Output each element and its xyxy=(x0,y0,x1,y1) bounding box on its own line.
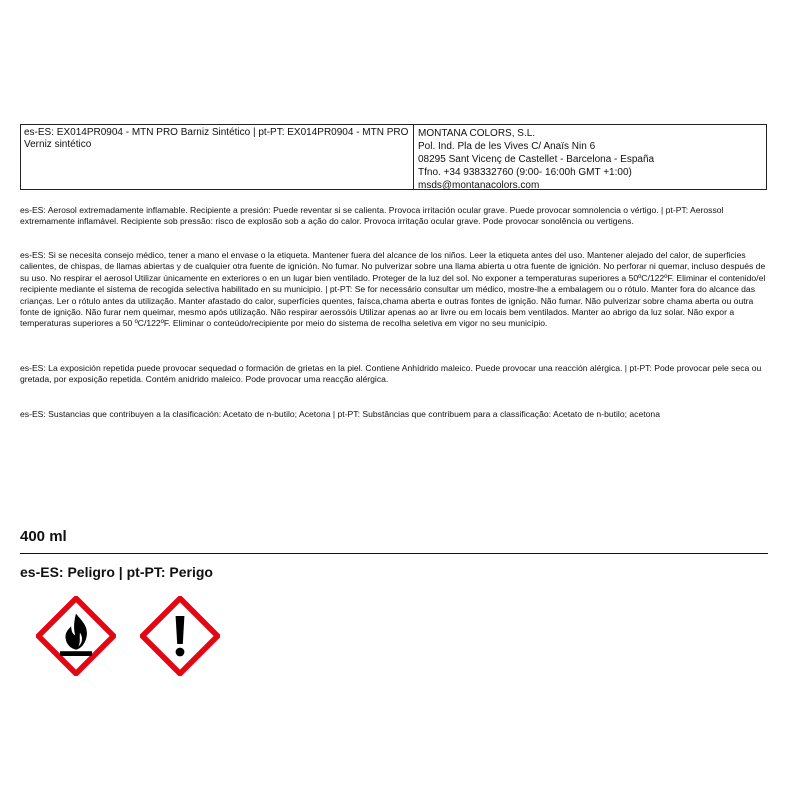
supplier-phone: Tfno. +34 938332760 (9:00- 16:00h GMT +1:00) xyxy=(418,167,632,178)
supplier-address-line1: Pol. Ind. Pla de les Vives C/ Anaïs Nin 6 xyxy=(418,141,596,152)
supplier-email: msds@montanacolors.com xyxy=(418,180,540,191)
supplemental-info: es-ES: La exposición repetida puede provocar sequedad o formación de grietas en la piel. Contiene Anhídrido maleico. Puede provocar una reacción alérgica. | pt-PT: Pode provocar pele seca ou gretada, por exposição repetida. Contém anidrido maleico. Pode provocar uma reacção alérgica. xyxy=(20,363,762,385)
divider xyxy=(20,553,768,554)
supplier-info xyxy=(414,125,766,189)
label-header-table xyxy=(20,124,767,190)
supplier-name: MONTANA COLORS, S.L. xyxy=(418,128,536,139)
product-volume: 400 ml xyxy=(20,528,67,545)
exclamation-mark-icon xyxy=(140,596,220,676)
supplier-address-line2: 08295 Sant Vicenç de Castellet - Barcelona - España xyxy=(418,154,655,165)
signal-word: es-ES: Peligro | pt-PT: Perigo xyxy=(20,564,213,580)
product-identifier: es-ES: EX014PR0904 - MTN PRO Barniz Sintético | pt-PT: EX014PR0904 - MTN PRO Verniz sintético xyxy=(21,125,414,189)
flame-icon xyxy=(36,596,116,676)
precautionary-statements: es-ES: Si se necesita consejo médico, tener a mano el envase o la etiqueta. Mantener fuera del alcance de los niños. Leer la etiqueta antes del uso. Mantener alejado del calor, de superficies calientes, de chispas, de llamas abiertas y de cualquier otra fuente de ignición. No fumar. No pulverizar sobre una llama abierta u otra fuente de ignición. No perforar ni quemar, incluso después de su uso. No respirar el aerosol Utilizar únicamente en exteriores o en un lugar bien ventilado. Proteger de la luz del sol. No exponer a temperaturas superiores a 50ºC/122ºF. Eliminar el contenido/el recipiente mediante el sistema de recogida selectiva habilitado en su municipio. | pt-PT: Se for necessário consultar um médico, mostre-lhe a embalagem ou o rótulo. Manter fora do alcance das crianças. Ler o rótulo antes da utilização. Manter afastado do calor, superfícies quentes, faísca,chama aberta e outras fontes de ignição. Não fumar. Não pulverizar sobre chama aberta ou outra fonte de ignição. Não furar nem queimar, mesmo após utilização. Não respirar aerossóis Utilizar apenas ao ar livre ou em locais bem ventilados. Manter ao abrigo da luz solar. Não expor a temperaturas superiores a 50 ºC/122ºF. Eliminar o conteúdo/recipiente por meio do sistema de recolha seletiva em vigor no seu município. xyxy=(20,250,766,329)
classification-substances: es-ES: Sustancias que contribuyen a la clasificación: Acetato de n-butilo; Acetona | pt-PT: Substâncias que contribuem para a classificação: Acetato de n-butilo; acetona xyxy=(20,409,660,419)
hazard-statements: es-ES: Aerosol extremadamente inflamable. Recipiente a presión: Puede reventar si se calienta. Provoca irritación ocular grave. Puede provocar somnolencia o vértigo. | pt-PT: Aerossol extremamente inflamável. Recipiente sob pressão: risco de explosão sob a ação do calor. Provoca irritação ocular grave. Pode provocar sonolência ou vertigens. xyxy=(20,205,724,227)
